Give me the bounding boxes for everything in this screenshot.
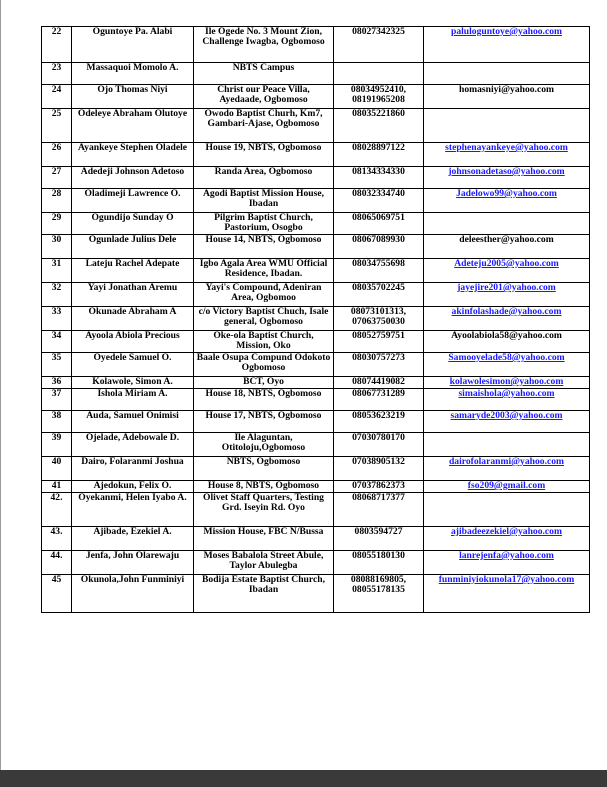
row-name: Ajibade, Ezekiel A. bbox=[72, 527, 194, 551]
row-name: Massaquoi Momolo A. bbox=[72, 63, 194, 85]
row-email-cell bbox=[424, 27, 590, 63]
email-link[interactable]: lanrejenfa@yahoo.com bbox=[459, 550, 554, 561]
row-phone: 08055180130 bbox=[334, 551, 424, 575]
row-number: 38 bbox=[42, 411, 72, 433]
row-phone: 07037862373 bbox=[334, 481, 424, 493]
row-name: Okunola,John Funminiyi bbox=[72, 575, 194, 613]
row-phone: 08067089930 bbox=[334, 235, 424, 259]
row-phone: 08073101313, 07063750030 bbox=[334, 307, 424, 331]
row-number: 36 bbox=[42, 377, 72, 389]
email-link[interactable]: stephenayankeye@yahoo.com bbox=[445, 142, 568, 153]
row-phone: 08030757273 bbox=[334, 353, 424, 377]
row-phone: 08068717377 bbox=[334, 493, 424, 527]
email-link[interactable]: Samooyelade58@yahoo.com bbox=[448, 352, 565, 363]
row-number: 41 bbox=[42, 481, 72, 493]
row-name: Ajedokun, Felix O. bbox=[72, 481, 194, 493]
row-name: Adedeji Johnson Adetoso bbox=[72, 167, 194, 189]
table-row bbox=[42, 213, 590, 235]
table-row bbox=[42, 389, 590, 411]
row-phone: 08034952410, 08191965208 bbox=[334, 85, 424, 109]
row-address: House 18, NBTS, Ogbomoso bbox=[194, 389, 334, 411]
row-email-cell bbox=[424, 493, 590, 527]
row-email-cell bbox=[424, 433, 590, 457]
table-row bbox=[42, 481, 590, 493]
row-number: 24 bbox=[42, 85, 72, 109]
row-name: Ojelade, Adebowale D. bbox=[72, 433, 194, 457]
row-name: Dairo, Folaranmi Joshua bbox=[72, 457, 194, 481]
row-email-cell bbox=[424, 259, 590, 283]
row-email-cell bbox=[424, 411, 590, 433]
row-phone: 08027342325 bbox=[334, 27, 424, 63]
contacts-table-body bbox=[42, 27, 590, 613]
row-phone: 08034755698 bbox=[334, 259, 424, 283]
table-row bbox=[42, 377, 590, 389]
email-link[interactable]: samaryde2003@yahoo.com bbox=[450, 410, 563, 421]
table-row bbox=[42, 575, 590, 613]
row-name: Kolawole, Simon A. bbox=[72, 377, 194, 389]
table-row bbox=[42, 167, 590, 189]
row-number: 29 bbox=[42, 213, 72, 235]
row-number: 27 bbox=[42, 167, 72, 189]
email-link[interactable]: johnsonadetaso@yahoo.com bbox=[448, 166, 565, 177]
row-phone: 07030780170 bbox=[334, 433, 424, 457]
row-address: Igbo Agala Area WMU Official Residence, Ibadan. bbox=[194, 259, 334, 283]
row-name: Ayoola Abiola Precious bbox=[72, 331, 194, 353]
table-row bbox=[42, 283, 590, 307]
row-number: 30 bbox=[42, 235, 72, 259]
row-email-cell bbox=[424, 527, 590, 551]
email-text: homasniyi@yahoo.com bbox=[458, 84, 554, 95]
row-phone: 0803594727 bbox=[334, 527, 424, 551]
email-link[interactable]: fso209@gmail.com bbox=[467, 480, 546, 491]
row-email-cell bbox=[424, 213, 590, 235]
email-link[interactable]: dairofolaranmi@yahoo.com bbox=[448, 456, 565, 467]
row-name: Ogundijo Sunday O bbox=[72, 213, 194, 235]
row-number: 37 bbox=[42, 389, 72, 411]
row-number: 25 bbox=[42, 109, 72, 143]
row-email-cell bbox=[424, 283, 590, 307]
email-link[interactable]: ajibadeezekiel@yahoo.com bbox=[451, 526, 562, 537]
row-address: House 8, NBTS, Ogbomoso bbox=[194, 481, 334, 493]
row-address: House 17, NBTS, Ogbomoso bbox=[194, 411, 334, 433]
table-row bbox=[42, 331, 590, 353]
table-row bbox=[42, 109, 590, 143]
row-email-cell bbox=[424, 551, 590, 575]
table-row bbox=[42, 259, 590, 283]
row-number: 26 bbox=[42, 143, 72, 167]
row-email-cell bbox=[424, 63, 590, 85]
row-name: Oyekanmi, Helen Iyabo A. bbox=[72, 493, 194, 527]
row-email-cell bbox=[424, 235, 590, 259]
email-link[interactable]: Jadelowo99@yahoo.com bbox=[456, 188, 557, 199]
table-row bbox=[42, 493, 590, 527]
email-link[interactable]: akinfolashade@yahoo.com bbox=[451, 306, 562, 317]
row-email-cell bbox=[424, 85, 590, 109]
row-phone: 08032334740 bbox=[334, 189, 424, 213]
table-row bbox=[42, 85, 590, 109]
row-address: Christ our Peace Villa, Ayedaade, Ogbomoso bbox=[194, 85, 334, 109]
email-text: deleesther@yahoo.com bbox=[459, 234, 554, 245]
row-address: NBTS, Ogbomoso bbox=[194, 457, 334, 481]
table-row bbox=[42, 551, 590, 575]
row-email-cell bbox=[424, 109, 590, 143]
table-row bbox=[42, 143, 590, 167]
row-name: Jenfa, John Olarewaju bbox=[72, 551, 194, 575]
row-name: Oguntoye Pa. Alabi bbox=[72, 27, 194, 63]
row-phone: 08053623219 bbox=[334, 411, 424, 433]
row-email-cell bbox=[424, 377, 590, 389]
row-address: c/o Victory Baptist Chuch, Isale general, Ogbomoso bbox=[194, 307, 334, 331]
row-address: BCT, Oyo bbox=[194, 377, 334, 389]
row-email-cell bbox=[424, 167, 590, 189]
row-number: 31 bbox=[42, 259, 72, 283]
table-row bbox=[42, 353, 590, 377]
row-email-cell bbox=[424, 575, 590, 613]
table-row bbox=[42, 63, 590, 85]
row-number: 42. bbox=[42, 493, 72, 527]
row-email-cell bbox=[424, 353, 590, 377]
row-number: 32 bbox=[42, 283, 72, 307]
table-row bbox=[42, 27, 590, 63]
row-email-cell bbox=[424, 307, 590, 331]
email-text: Ayoolabiola58@yahoo.com bbox=[451, 330, 562, 341]
row-number: 33 bbox=[42, 307, 72, 331]
row-address: Randa Area, Ogbomoso bbox=[194, 167, 334, 189]
row-phone: 08088169805, 08055178135 bbox=[334, 575, 424, 613]
row-name: Ishola Miriam A. bbox=[72, 389, 194, 411]
email-link[interactable]: simaishola@yahoo.com bbox=[458, 388, 555, 399]
table-row bbox=[42, 411, 590, 433]
viewer-bottom-bar bbox=[0, 770, 607, 787]
row-address: Yayi's Compound, Adeniran Area, Ogbomoo bbox=[194, 283, 334, 307]
row-address: House 14, NBTS, Ogbomoso bbox=[194, 235, 334, 259]
contacts-table bbox=[41, 26, 590, 613]
row-number: 34 bbox=[42, 331, 72, 353]
row-address: NBTS Campus bbox=[194, 63, 334, 85]
row-number: 23 bbox=[42, 63, 72, 85]
row-address: Moses Babalola Street Abule, Taylor Abulegba bbox=[194, 551, 334, 575]
table-row bbox=[42, 433, 590, 457]
row-phone: 08035702245 bbox=[334, 283, 424, 307]
email-link[interactable]: paluloguntoye@yahoo.com bbox=[450, 26, 562, 37]
row-email-cell bbox=[424, 457, 590, 481]
row-name: Lateju Rachel Adepate bbox=[72, 259, 194, 283]
row-address: Ile Ogede No. 3 Mount Zion, Challenge Iwagba, Ogbomoso bbox=[194, 27, 334, 63]
row-phone: 08067731289 bbox=[334, 389, 424, 411]
row-address: Baale Osupa Compund Odokoto Ogbomoso bbox=[194, 353, 334, 377]
row-name: Ojo Thomas Niyi bbox=[72, 85, 194, 109]
row-phone bbox=[334, 63, 424, 85]
table-row bbox=[42, 235, 590, 259]
row-phone: 07038905132 bbox=[334, 457, 424, 481]
row-name: Oladimeji Lawrence O. bbox=[72, 189, 194, 213]
row-email-cell bbox=[424, 143, 590, 167]
row-name: Ogunlade Julius Dele bbox=[72, 235, 194, 259]
row-phone: 08065069751 bbox=[334, 213, 424, 235]
email-link[interactable]: kolawolesimon@yahoo.com bbox=[449, 376, 564, 387]
row-name: Odeleye Abraham Olutoye bbox=[72, 109, 194, 143]
row-address: Ile Alaguntan, Otitoloju,Ogbomoso bbox=[194, 433, 334, 457]
row-address: Agodi Baptist Mission House, Ibadan bbox=[194, 189, 334, 213]
row-name: Yayi Jonathan Aremu bbox=[72, 283, 194, 307]
row-email-cell bbox=[424, 189, 590, 213]
row-address: Mission House, FBC N/Bussa bbox=[194, 527, 334, 551]
row-address: House 19, NBTS, Ogbomoso bbox=[194, 143, 334, 167]
row-address: Pilgrim Baptist Church, Pastorium, Osogbo bbox=[194, 213, 334, 235]
row-number: 40 bbox=[42, 457, 72, 481]
row-phone: 08028897122 bbox=[334, 143, 424, 167]
row-address: Owodo Baptist Churh, Km7, Gambari-Ajase, Ogbomoso bbox=[194, 109, 334, 143]
table-row bbox=[42, 527, 590, 551]
email-link[interactable]: Adeteju2005@yahoo.com bbox=[454, 258, 559, 269]
row-email-cell bbox=[424, 389, 590, 411]
row-number: 28 bbox=[42, 189, 72, 213]
row-number: 22 bbox=[42, 27, 72, 63]
row-address: Olivet Staff Quarters, Testing Grd. Iseyin Rd. Oyo bbox=[194, 493, 334, 527]
row-number: 39 bbox=[42, 433, 72, 457]
row-number: 35 bbox=[42, 353, 72, 377]
row-email-cell bbox=[424, 481, 590, 493]
row-name: Auda, Samuel Onimisi bbox=[72, 411, 194, 433]
row-name: Oyedele Samuel O. bbox=[72, 353, 194, 377]
email-link[interactable]: funminiyiokunola17@yahoo.com bbox=[438, 574, 575, 585]
table-row bbox=[42, 307, 590, 331]
table-row bbox=[42, 457, 590, 481]
email-link[interactable]: jayejire201@yahoo.com bbox=[457, 282, 556, 293]
row-name: Ayankeye Stephen Oladele bbox=[72, 143, 194, 167]
row-phone: 08052759751 bbox=[334, 331, 424, 353]
row-name: Okunade Abraham A bbox=[72, 307, 194, 331]
row-phone: 08074419082 bbox=[334, 377, 424, 389]
row-address: Bodija Estate Baptist Church, Ibadan bbox=[194, 575, 334, 613]
row-number: 43. bbox=[42, 527, 72, 551]
row-phone: 08035221860 bbox=[334, 109, 424, 143]
row-number: 45 bbox=[42, 575, 72, 613]
row-email-cell bbox=[424, 331, 590, 353]
row-phone: 08134334330 bbox=[334, 167, 424, 189]
table-row bbox=[42, 189, 590, 213]
row-address: Oke-ola Baptist Church, Mission, Oko bbox=[194, 331, 334, 353]
row-number: 44. bbox=[42, 551, 72, 575]
